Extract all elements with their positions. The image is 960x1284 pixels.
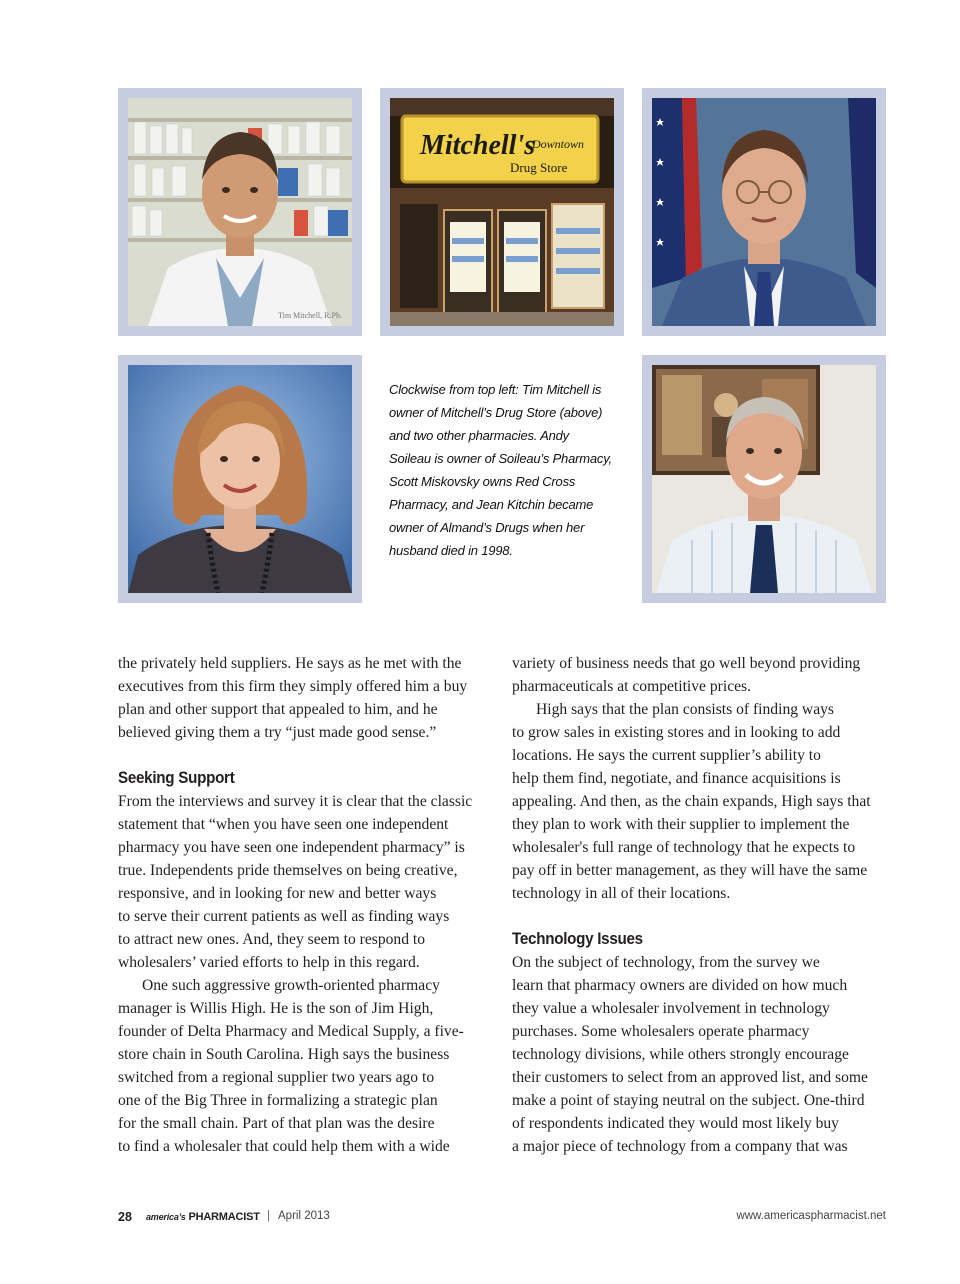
- photo-man-painting: [642, 355, 886, 603]
- store-sign-downtown: Downtown: [532, 137, 585, 151]
- website-url: www.americaspharmacist.net: [736, 1210, 886, 1222]
- text-line: one of the Big Three in formalizing a strategic plan: [118, 1092, 438, 1109]
- text-line: learn that pharmacy owners are divided on how much: [512, 977, 848, 994]
- section-heading-technology-issues: Technology Issues: [512, 930, 643, 948]
- store-sign-drugstore: Drug Store: [510, 160, 568, 175]
- text-line: of respondents indicated they would most likely buy: [512, 1115, 839, 1132]
- footer-separator: |: [267, 1210, 270, 1222]
- text-line: believed giving them a try “just made good sense.”: [118, 724, 437, 741]
- text-line: make a point of staying neutral on the subject. One-third: [512, 1092, 865, 1109]
- photo-caption: [389, 378, 621, 562]
- photo-man-flags-image: [652, 98, 876, 326]
- text-line: their customers to select from an approved list, and some: [512, 1069, 868, 1086]
- photo-man-flags: [642, 88, 886, 336]
- text-line: to find a wholesaler that could help them with a wide: [118, 1138, 450, 1155]
- text-line: appealing. And then, as the chain expands, High says that: [512, 793, 871, 810]
- text-line: High says that the plan consists of finding ways: [536, 701, 834, 718]
- magazine-brand: [146, 1211, 260, 1223]
- text-line: the privately held suppliers. He says as he met with the: [118, 655, 462, 672]
- page-footer: [118, 1210, 886, 1228]
- text-line: pharmacy you have seen one independent pharmacy” is: [118, 839, 465, 856]
- store-sign-name: Mitchell's: [420, 130, 536, 161]
- text-line: locations. He says the current supplier’s ability to: [512, 747, 821, 764]
- caption-line: owner of Almand’s Drugs when her: [389, 520, 585, 535]
- page-number: 28: [118, 1210, 132, 1224]
- photo-storefront: [380, 88, 624, 336]
- text-line: purchases. Some wholesalers operate pharmacy: [512, 1023, 810, 1040]
- text-line: variety of business needs that go well beyond providing: [512, 655, 861, 672]
- text-line: true. Independents pride themselves on being creative,: [118, 862, 458, 879]
- caption-line: Scott Miskovsky owns Red Cross: [389, 474, 576, 489]
- text-line: for the small chain. Part of that plan was the desire: [118, 1115, 435, 1132]
- text-line: they value a wholesaler involvement in technology: [512, 1000, 830, 1017]
- photo-jean-kitchin-image: [128, 365, 352, 593]
- caption-line: husband died in 1998.: [389, 543, 513, 558]
- caption-line: and two other pharmacies. Andy: [389, 428, 569, 443]
- photo-tim-mitchell-image: [128, 98, 352, 326]
- text-line: plan and other support that appealed to him, and he: [118, 701, 438, 718]
- text-line: help them find, negotiate, and finance acquisitions is: [512, 770, 841, 787]
- text-line: pharmaceuticals at competitive prices.: [512, 678, 752, 695]
- text-line: statement that “when you have seen one independent: [118, 816, 449, 833]
- caption-line: Soileau is owner of Soileau’s Pharmacy,: [389, 451, 612, 466]
- article-left-column: [118, 652, 498, 1158]
- caption-line: owner of Mitchell’s Drug Store (above): [389, 405, 603, 420]
- article-right-column: [512, 652, 892, 1158]
- text-line: wholesalers’ varied efforts to help in this regard.: [118, 954, 420, 971]
- text-line: a major piece of technology from a company that was: [512, 1138, 848, 1155]
- text-line: wholesaler's full range of technology that he expects to: [512, 839, 856, 856]
- text-line: founder of Delta Pharmacy and Medical Supply, a five-: [118, 1023, 464, 1040]
- text-line: executives from this firm they simply offered him a buy: [118, 678, 468, 695]
- text-line: to serve their current patients as well as finding ways: [118, 908, 450, 925]
- text-line: switched from a regional supplier two years ago to: [118, 1069, 435, 1086]
- photo-man-painting-image: [652, 365, 876, 593]
- paragraph-gap: [512, 905, 892, 928]
- section-heading-seeking-support: Seeking Support: [118, 769, 235, 787]
- photo-jean-kitchin: [118, 355, 362, 603]
- text-line: to grow sales in existing stores and in looking to add: [512, 724, 841, 741]
- photo-tim-mitchell: [118, 88, 362, 336]
- text-line: store chain in South Carolina. High says the business: [118, 1046, 450, 1063]
- photo-storefront-image: [390, 98, 614, 326]
- text-line: technology in all of their locations.: [512, 885, 731, 902]
- brand-prefix: america’s: [146, 1212, 186, 1222]
- issue-date: April 2013: [278, 1210, 330, 1222]
- text-line: manager is Willis High. He is the son of Jim High,: [118, 1000, 434, 1017]
- caption-line: Pharmacy, and Jean Kitchin became: [389, 497, 594, 512]
- text-line: responsive, and in looking for new and better ways: [118, 885, 437, 902]
- coat-label: Tim Mitchell, R.Ph.: [278, 311, 342, 320]
- text-line: From the interviews and survey it is clear that the classic: [118, 793, 473, 810]
- caption-line: Clockwise from top left: Tim Mitchell is: [389, 382, 602, 397]
- paragraph-gap: [118, 744, 498, 767]
- text-line: to attract new ones. And, they seem to respond to: [118, 931, 426, 948]
- text-line: pay off in better management, as they will have the same: [512, 862, 868, 879]
- text-line: technology divisions, while others strongly encourage: [512, 1046, 849, 1063]
- text-line: One such aggressive growth-oriented pharmacy: [142, 977, 440, 994]
- text-line: On the subject of technology, from the survey we: [512, 954, 820, 971]
- text-line: they plan to work with their supplier to implement the: [512, 816, 850, 833]
- brand-name: PHARMACIST: [188, 1211, 260, 1223]
